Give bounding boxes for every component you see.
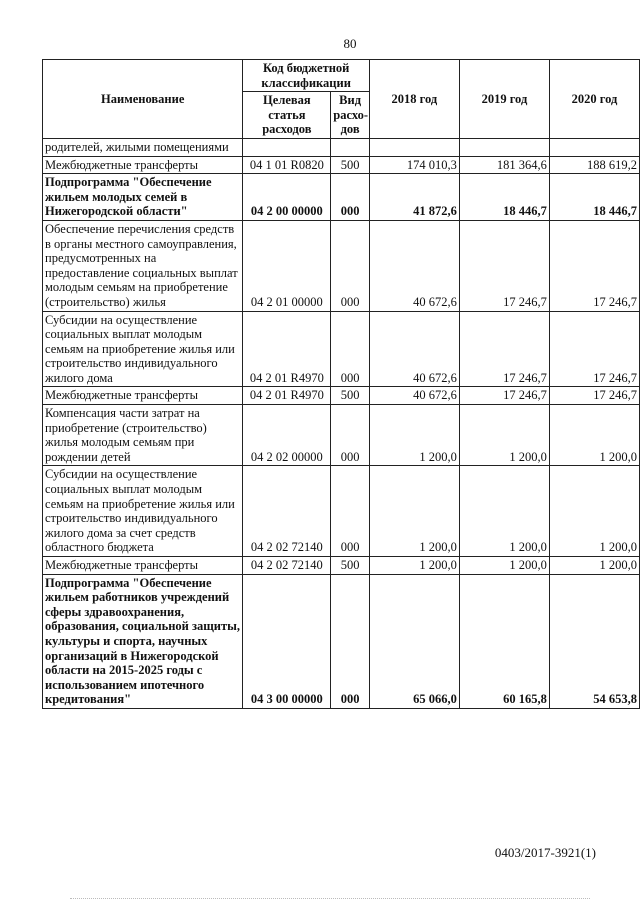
row-kind: 500 <box>331 557 370 575</box>
page-number: 80 <box>343 36 357 51</box>
table-row <box>43 405 640 466</box>
row-code: 04 3 00 00000 <box>243 574 331 708</box>
row-value-2018: 40 672,6 <box>369 311 459 387</box>
header-code-group: Код бюджетной классификации <box>243 60 369 92</box>
row-name: Компенсация части затрат на приобретение (строительство) жилья молодым семьям при рождении детей <box>43 405 243 466</box>
row-code: 04 2 01 R4970 <box>243 311 331 387</box>
row-name: Обеспечение перечисления средств в органы местного самоуправления, предусмотренных на предоставление социальных выплат молодым семьям на приобретение (строительство) жилья <box>43 220 243 311</box>
row-value-2020 <box>549 138 639 156</box>
row-value-2018: 40 672,6 <box>369 387 459 405</box>
row-value-2018: 65 066,0 <box>369 574 459 708</box>
header-2020: 2020 год <box>549 60 639 139</box>
row-name: Межбюджетные трансферты <box>43 387 243 405</box>
row-kind <box>331 138 370 156</box>
row-kind: 000 <box>331 466 370 557</box>
table-row <box>43 387 640 405</box>
row-code: 04 1 01 R0820 <box>243 156 331 174</box>
row-name: Субсидии на осуществление социальных выплат молодым семьям на приобретение жилья или строительство индивидуального жилого дома <box>43 311 243 387</box>
header-name: Наименование <box>43 60 243 139</box>
row-value-2020: 17 246,7 <box>549 387 639 405</box>
row-value-2019: 1 200,0 <box>459 466 549 557</box>
row-value-2020: 1 200,0 <box>549 405 639 466</box>
row-value-2019: 1 200,0 <box>459 557 549 575</box>
row-kind: 000 <box>331 574 370 708</box>
table-row <box>43 311 640 387</box>
row-value-2019: 17 246,7 <box>459 220 549 311</box>
row-code <box>243 138 331 156</box>
row-value-2019: 60 165,8 <box>459 574 549 708</box>
row-value-2019: 181 364,6 <box>459 156 549 174</box>
row-code: 04 2 01 R4970 <box>243 387 331 405</box>
row-value-2020: 54 653,8 <box>549 574 639 708</box>
document-code: 0403/2017-3921(1) <box>494 845 596 860</box>
row-code: 04 2 02 72140 <box>243 466 331 557</box>
header-2018: 2018 год <box>369 60 459 139</box>
row-value-2020: 188 619,2 <box>549 156 639 174</box>
row-name: Подпрограмма "Обеспечение жильем работников учреждений сферы здравоохранения, образования, социальной защиты, культуры и спорта, научных организаций в Нижегородской области на 2015-2025 годы с использованием ипотечного кредитования" <box>43 574 243 708</box>
row-value-2018: 40 672,6 <box>369 220 459 311</box>
row-value-2019: 1 200,0 <box>459 405 549 466</box>
row-kind: 000 <box>331 405 370 466</box>
row-code: 04 2 00 00000 <box>243 174 331 221</box>
row-value-2020: 17 246,7 <box>549 220 639 311</box>
row-name: родителей, жилыми помещениями <box>43 138 243 156</box>
row-code: 04 2 01 00000 <box>243 220 331 311</box>
row-value-2018: 174 010,3 <box>369 156 459 174</box>
row-value-2018: 1 200,0 <box>369 557 459 575</box>
row-value-2019: 17 246,7 <box>459 311 549 387</box>
table-row <box>43 574 640 708</box>
row-value-2018: 1 200,0 <box>369 466 459 557</box>
row-kind: 500 <box>331 156 370 174</box>
scan-artifact-line <box>70 898 590 901</box>
table-row <box>43 557 640 575</box>
row-value-2020: 17 246,7 <box>549 311 639 387</box>
table-row <box>43 220 640 311</box>
header-2019: 2019 год <box>459 60 549 139</box>
row-code: 04 2 02 72140 <box>243 557 331 575</box>
row-name: Межбюджетные трансферты <box>43 557 243 575</box>
row-name: Межбюджетные трансферты <box>43 156 243 174</box>
row-value-2020: 1 200,0 <box>549 466 639 557</box>
row-value-2018 <box>369 138 459 156</box>
row-name: Подпрограмма "Обеспечение жильем молодых семей в Нижегородской области" <box>43 174 243 221</box>
row-value-2019: 18 446,7 <box>459 174 549 221</box>
table-row <box>43 174 640 221</box>
row-kind: 500 <box>331 387 370 405</box>
row-value-2020: 18 446,7 <box>549 174 639 221</box>
row-kind: 000 <box>331 220 370 311</box>
header-kind: Вид расхо-дов <box>331 92 370 139</box>
row-name: Субсидии на осуществление социальных выплат молодым семьям на приобретение жилья или строительство индивидуального жилого дома за счет средств областного бюджета <box>43 466 243 557</box>
row-kind: 000 <box>331 311 370 387</box>
row-code: 04 2 02 00000 <box>243 405 331 466</box>
table-row <box>43 466 640 557</box>
row-kind: 000 <box>331 174 370 221</box>
table-row <box>43 156 640 174</box>
row-value-2018: 41 872,6 <box>369 174 459 221</box>
row-value-2018: 1 200,0 <box>369 405 459 466</box>
table-row <box>43 138 640 156</box>
row-value-2019: 17 246,7 <box>459 387 549 405</box>
row-value-2020: 1 200,0 <box>549 557 639 575</box>
header-target: Целевая статья расходов <box>243 92 331 139</box>
row-value-2019 <box>459 138 549 156</box>
budget-table <box>42 59 640 709</box>
